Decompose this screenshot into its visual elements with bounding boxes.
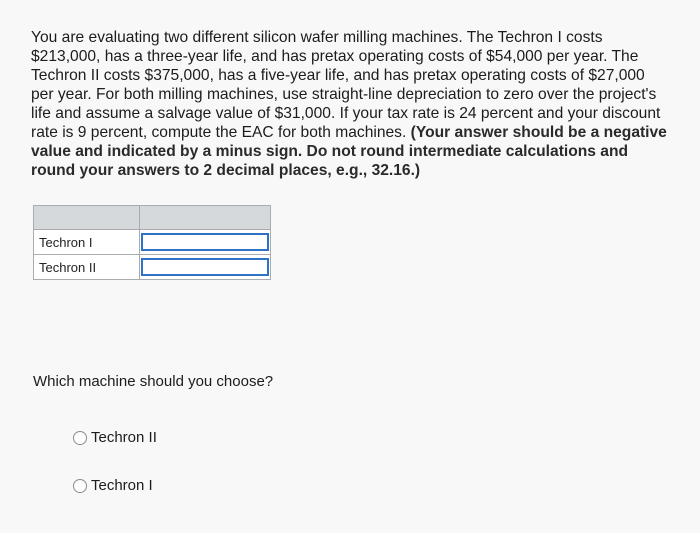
question-text xyxy=(31,28,671,180)
eac-answer-table xyxy=(33,205,271,280)
radio-button-techron-2[interactable] xyxy=(73,431,87,445)
table-header-left xyxy=(34,206,140,230)
option-label-techron-1: Techron I xyxy=(91,477,153,494)
table-row-techron-1 xyxy=(34,230,271,255)
option-label-techron-2: Techron II xyxy=(91,429,157,446)
row-label-techron-2: Techron II xyxy=(34,255,140,280)
table-header-right xyxy=(140,206,271,230)
input-cell-techron-2 xyxy=(140,255,271,280)
option-techron-2[interactable] xyxy=(73,429,157,446)
table-row-techron-2 xyxy=(34,255,271,280)
table-header-row xyxy=(34,206,271,230)
eac-input-techron-1[interactable] xyxy=(141,233,269,251)
question-body: You are evaluating two different silicon wafer milling machines. The Techron I costs $213,000, has a three-year life, and has pretax operating costs of $54,000 per year. The Techron II costs $375,000, has a five-year life, and has pretax operating costs of $27,000 per year. For both milling machines, use straight-line depreciation to zero over the project's life and assume a salvage value of $31,000. If your tax rate is 24 percent and your discount rate is 9 percent, compute the EAC for both machines. xyxy=(31,29,661,141)
row-label-techron-1: Techron I xyxy=(34,230,140,255)
choice-question: Which machine should you choose? xyxy=(33,373,274,390)
option-techron-1[interactable] xyxy=(73,477,153,494)
eac-input-techron-2[interactable] xyxy=(141,258,269,276)
question-instructions: (Your answer should be a negative value and indicated by a minus sign. Do not round intermediate calculations and round your answers to 2 decimal places, e.g., 32.16.) xyxy=(31,124,667,179)
radio-button-techron-1[interactable] xyxy=(73,479,87,493)
input-cell-techron-1 xyxy=(140,230,271,255)
